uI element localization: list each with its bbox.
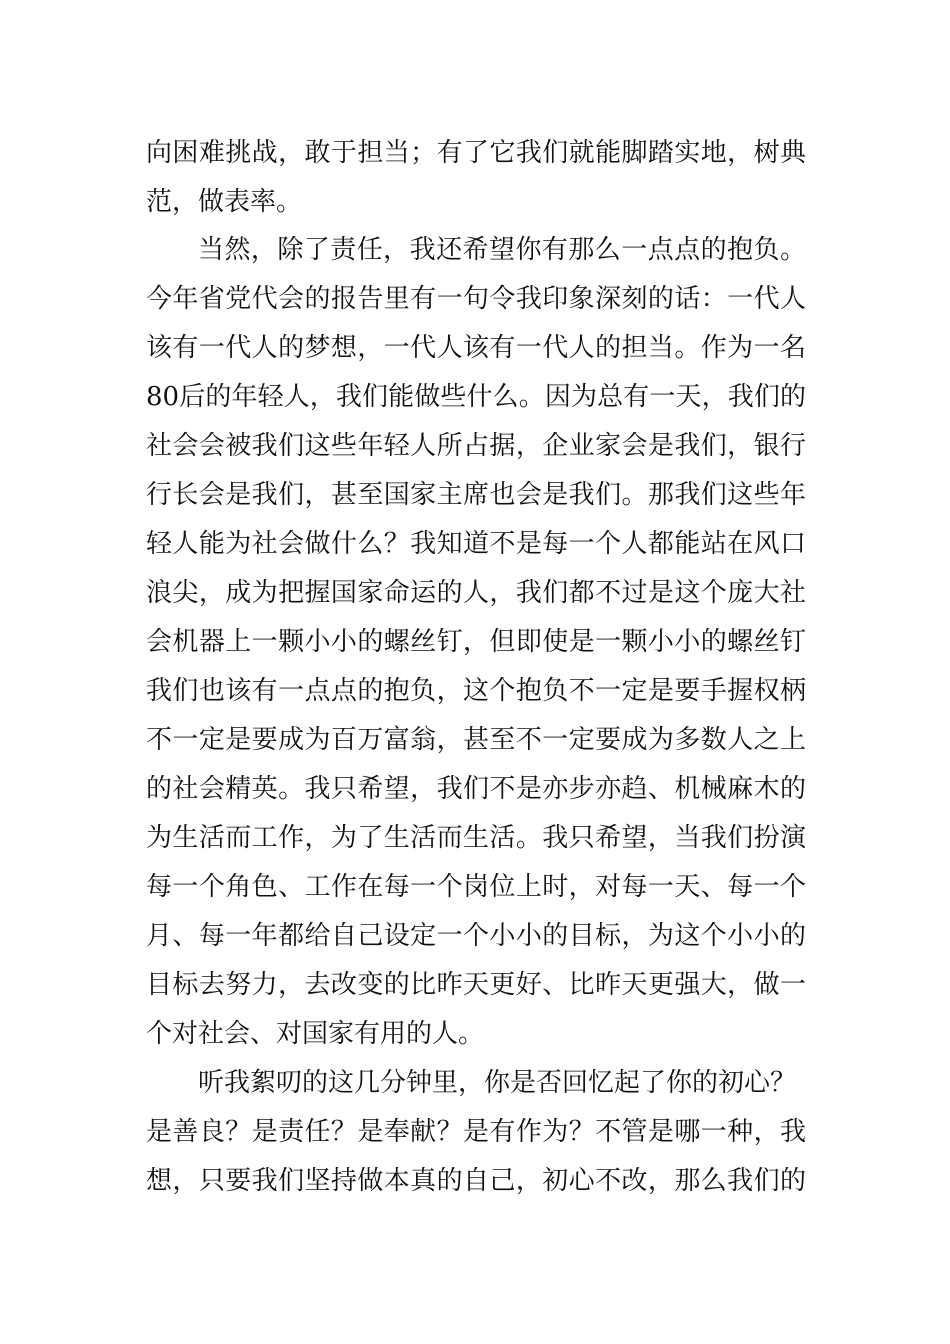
text-line: 是善良？是责任？是奉献？是有作为？不管是哪一种，我	[146, 1117, 806, 1147]
text-line: 80后的年轻人，我们能做些什么。因为总有一天，我们的	[146, 382, 806, 412]
text-line: 不一定是要成为百万富翁，甚至不一定要成为多数人之上	[146, 725, 806, 755]
text-line: 月、每一年都给自己设定一个小小的目标，为这个小小的	[146, 921, 806, 951]
text-line: 目标去努力，去改变的比昨天更好、比昨天更强大，做一	[146, 970, 806, 1000]
text-line: 个对社会、对国家有用的人。	[146, 1019, 485, 1049]
text-line: 的社会精英。我只希望，我们不是亦步亦趋、机械麻木的	[146, 774, 806, 804]
paragraph-first-line: 当然，除了责任，我还希望你有那么一点点的抱负。	[198, 235, 806, 265]
paragraph-first-line: 听我絮叨的这几分钟里，你是否回忆起了你的初心？	[198, 1068, 797, 1098]
text-line: 每一个角色、工作在每一个岗位上时，对每一天、每一个	[146, 872, 806, 902]
text-line: 今年省党代会的报告里有一句令我印象深刻的话：一代人	[146, 284, 806, 314]
text-line: 为生活而工作，为了生活而生活。我只希望，当我们扮演	[146, 823, 806, 853]
text-line: 我们也该有一点点的抱负，这个抱负不一定是要手握权柄	[146, 676, 806, 706]
text-line: 会机器上一颗小小的螺丝钉，但即使是一颗小小的螺丝钉	[146, 627, 806, 657]
text-line: 向困难挑战，敢于担当；有了它我们就能脚踏实地，树典	[146, 138, 806, 168]
text-line: 社会会被我们这些年轻人所占据，企业家会是我们，银行	[146, 431, 806, 461]
text-line: 范，做表率。	[146, 187, 303, 217]
text-line: 行长会是我们，甚至国家主席也会是我们。那我们这些年	[146, 480, 806, 510]
text-line: 想，只要我们坚持做本真的自己，初心不改，那么我们的	[146, 1166, 806, 1196]
text-line: 浪尖，成为把握国家命运的人，我们都不过是这个庞大社	[146, 578, 806, 608]
text-line: 轻人能为社会做什么？我知道不是每一个人都能站在风口	[146, 529, 806, 559]
text-line: 该有一代人的梦想，一代人该有一代人的担当。作为一名	[146, 333, 806, 363]
